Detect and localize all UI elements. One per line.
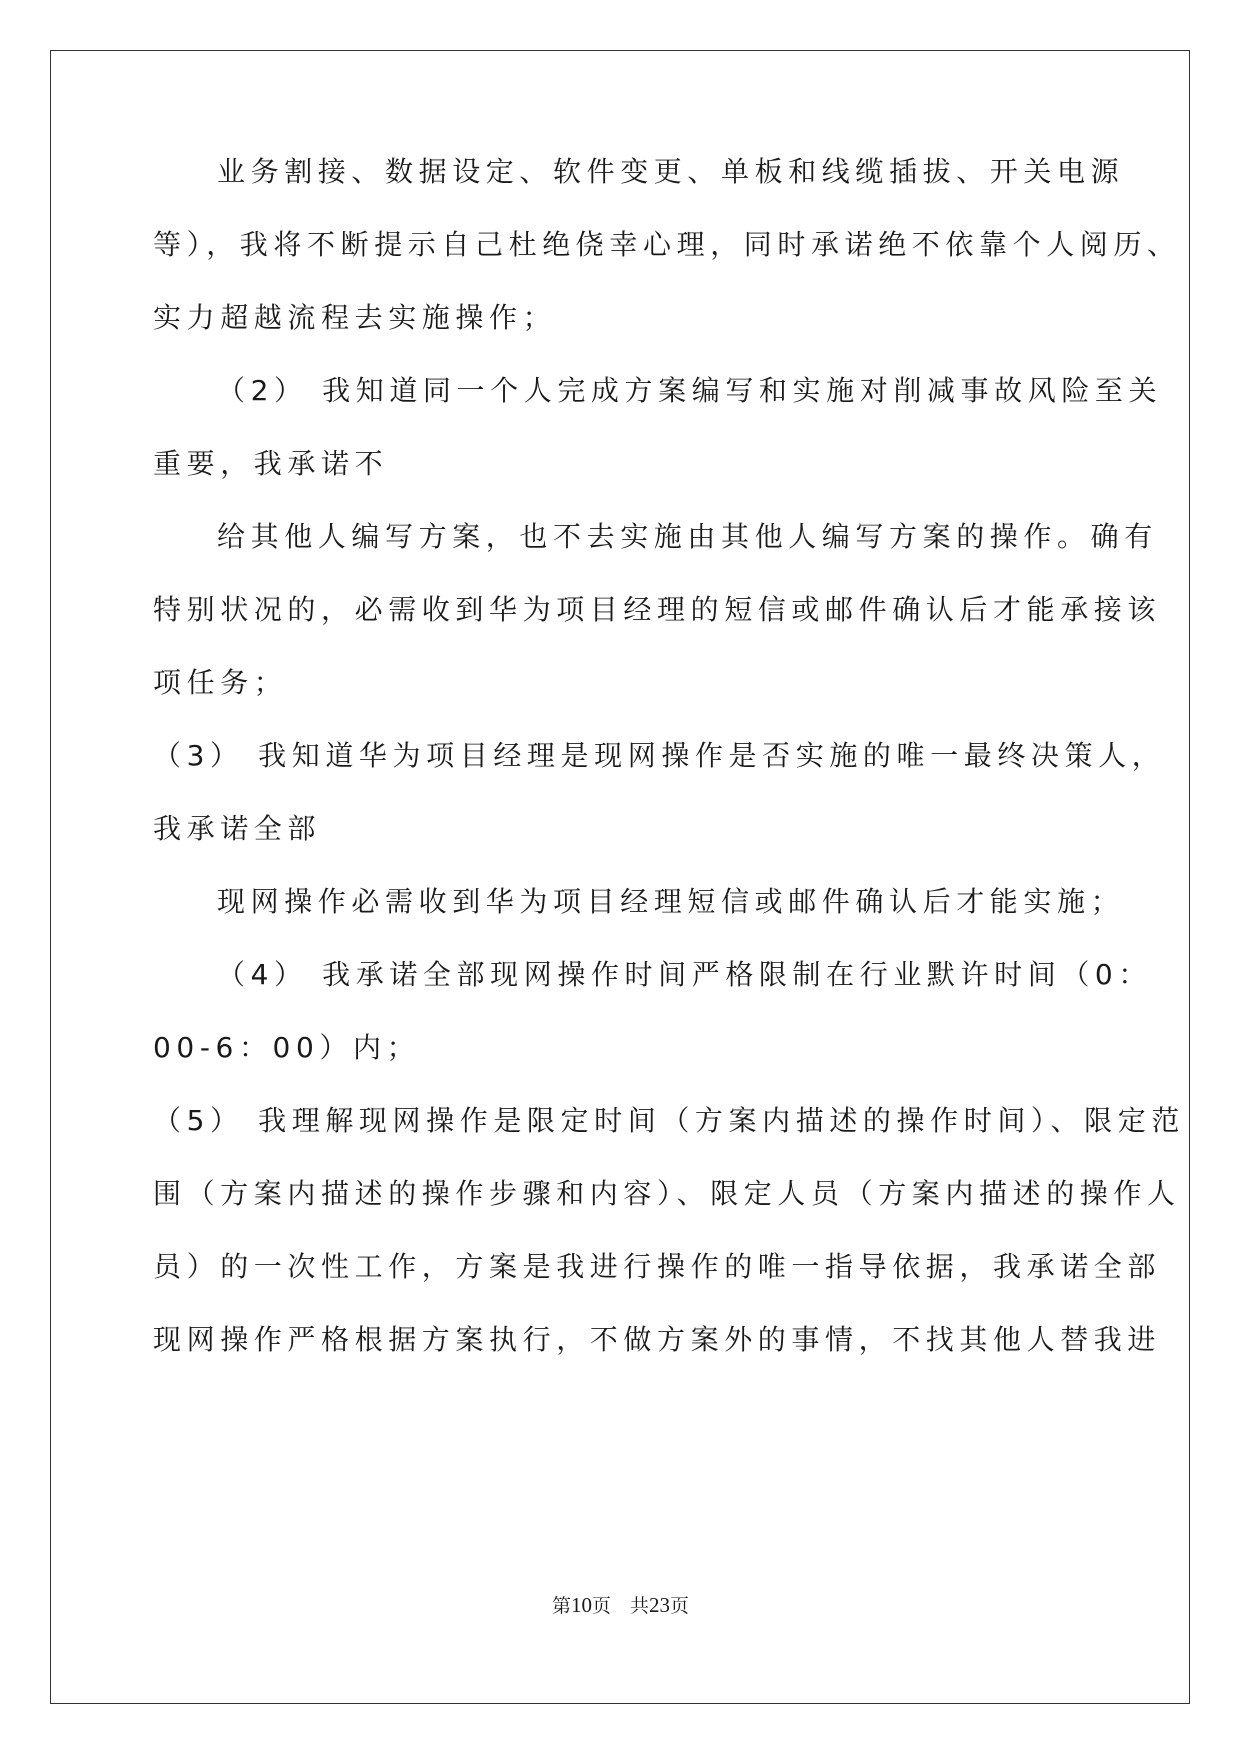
footer-suffix: 页 bbox=[670, 1595, 690, 1617]
paragraph-line: 00-6：00）内； bbox=[153, 1031, 421, 1064]
paragraph-line: 围（方案内描述的操作步骤和内容）、限定人员（方案内描述的操作人 bbox=[153, 1177, 1181, 1210]
paragraph-line: （2） 我知道同一个人完成方案编写和实施对削减事故风险至关 bbox=[217, 374, 1163, 407]
total-page-count: 23 bbox=[649, 1593, 670, 1617]
paragraph-line: 员）的一次性工作，方案是我进行操作的唯一指导依据，我承诺全部 bbox=[153, 1250, 1162, 1283]
page-footer bbox=[0, 1593, 1241, 1618]
paragraph-line: （3） 我知道华为项目经理是现网操作是否实施的唯一最终决策人， bbox=[153, 739, 1166, 772]
footer-prefix: 第 bbox=[551, 1595, 571, 1617]
paragraph-line: 业务割接、数据设定、软件变更、单板和线缆插拔、开关电源 bbox=[217, 155, 1125, 188]
current-page-number: 10 bbox=[570, 1593, 592, 1617]
paragraph-line: 重要，我承诺不 bbox=[153, 447, 389, 480]
paragraph-line: 实力超越流程去实施操作； bbox=[153, 301, 557, 334]
paragraph-line: 现网操作严格根据方案执行，不做方案外的事情，不找其他人替我进 bbox=[153, 1323, 1162, 1356]
paragraph-line: 现网操作必需收到华为项目经理短信或邮件确认后才能实施； bbox=[217, 885, 1125, 918]
paragraph-line: 等），我将不断提示自己杜绝侥幸心理，同时承诺绝不依靠个人阅历、 bbox=[153, 228, 1181, 261]
footer-middle: 页 共 bbox=[591, 1595, 649, 1617]
paragraph-line: 特别状况的，必需收到华为项目经理的短信或邮件确认后才能承接该 bbox=[153, 593, 1162, 626]
paragraph-line: （5） 我理解现网操作是限定时间（方案内描述的操作时间）、限定范 bbox=[153, 1104, 1185, 1137]
paragraph-line: 我承诺全部 bbox=[153, 812, 322, 845]
paragraph-line: （4） 我承诺全部现网操作时间严格限制在行业默许时间（0： bbox=[217, 958, 1152, 991]
paragraph-line: 给其他人编写方案，也不去实施由其他人编写方案的操作。确有 bbox=[217, 520, 1158, 553]
paragraph-line: 项任务； bbox=[153, 666, 288, 699]
